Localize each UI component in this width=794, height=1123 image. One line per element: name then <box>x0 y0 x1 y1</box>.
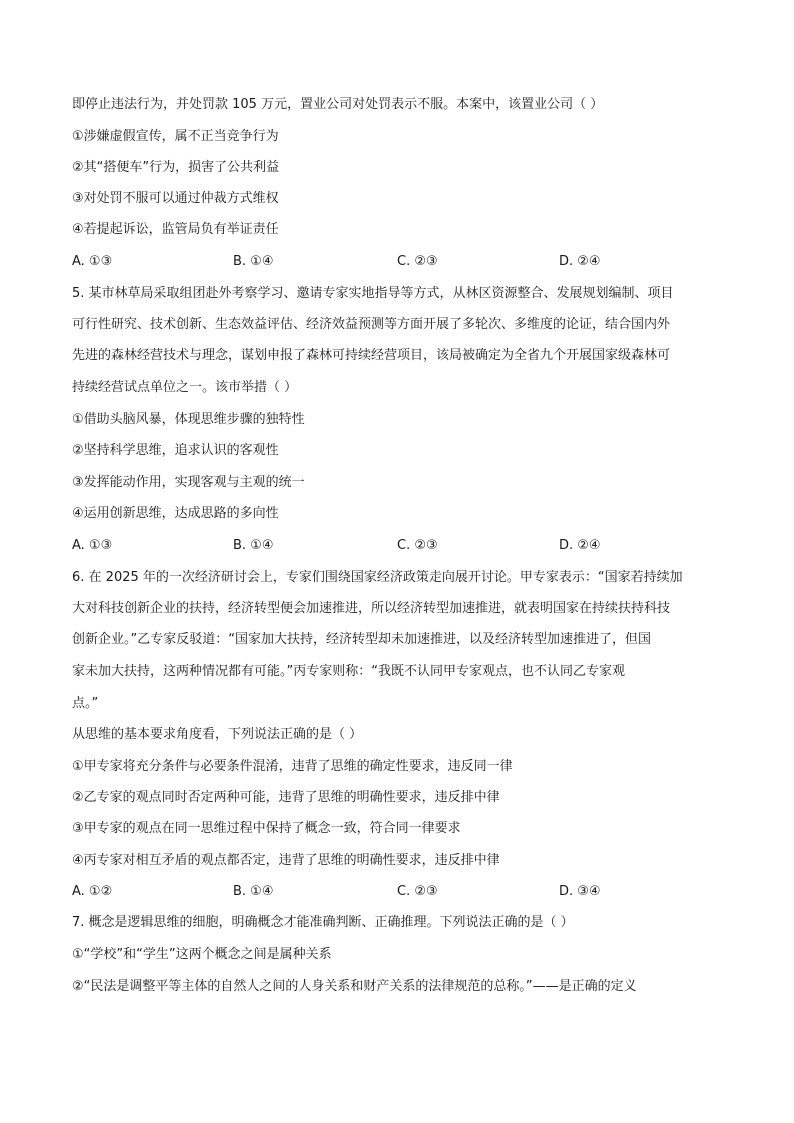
q5-stem-line-1: 5. 某市林草局采取组团赴外考察学习、邀请专家实地指导等方式，从林区资源整合、发展规划编制、项目 <box>72 286 674 301</box>
q5-statement-3: ③发挥能动作用，实现客观与主观的统一 <box>72 475 305 490</box>
q4-option-b[interactable]: B. ①④ <box>233 254 274 269</box>
q5-statement-1: ①借助头脑风暴，体现思维步骤的独特性 <box>72 412 305 427</box>
q5-option-a[interactable]: A. ①③ <box>72 538 113 553</box>
q4-option-a[interactable]: A. ①③ <box>72 254 113 269</box>
q4-statement-4: ④若提起诉讼，监管局负有举证责任 <box>72 222 279 237</box>
q6-stem-line-4: 家未加大扶持，这两种情况都有可能。”丙专家则称：“我既不认同甲专家观点，也不认同乙专家观 <box>72 664 625 679</box>
q4-stem-continuation: 即停止违法行为，并处罚款 105 万元，置业公司对处罚表示不服。本案中，该置业公司（ ） <box>72 97 604 112</box>
q6-question: 从思维的基本要求角度看，下列说法正确的是（ ） <box>72 727 363 742</box>
q5-stem-line-2: 可行性研究、技术创新、生态效益评估、经济效益预测等方面开展了多轮次、多维度的论证，结合国内外 <box>72 317 671 332</box>
q7-statement-1: ①“学校”和“学生”这两个概念之间是属种关系 <box>72 947 332 962</box>
q6-stem-line-3: 创新企业。”乙专家反驳道：“国家加大扶持，经济转型却未加速推进，以及经济转型加速推进了，但国 <box>72 632 651 647</box>
q4-option-d[interactable]: D. ②④ <box>559 254 601 269</box>
q7-stem: 7. 概念是逻辑思维的细胞，明确概念才能准确判断、正确推理。下列说法正确的是（ ） <box>72 915 574 930</box>
q5-stem-line-4: 持续经营试点单位之一。该市举措（ ） <box>72 380 298 395</box>
q6-option-a[interactable]: A. ①② <box>72 884 113 899</box>
q6-option-c[interactable]: C. ②③ <box>397 884 438 899</box>
q6-statement-1: ①甲专家将充分条件与必要条件混淆，违背了思维的确定性要求，违反同一律 <box>72 759 513 774</box>
q5-option-d[interactable]: D. ②④ <box>559 538 601 553</box>
q4-statement-2: ②其“搭便车”行为，损害了公共利益 <box>72 160 280 175</box>
q6-option-b[interactable]: B. ①④ <box>233 884 274 899</box>
q5-options <box>72 536 732 556</box>
q6-statement-4: ④丙专家对相互矛盾的观点都否定，违背了思维的明确性要求，违反排中律 <box>72 853 500 868</box>
q5-statement-2: ②坚持科学思维，追求认识的客观性 <box>72 443 279 458</box>
q4-option-c[interactable]: C. ②③ <box>397 254 438 269</box>
q4-statement-3: ③对处罚不服可以通过仲裁方式维权 <box>72 191 279 206</box>
q6-stem-line-2: 大对科技创新企业的扶持，经济转型便会加速推进，所以经济转型加速推进，就表明国家在持续扶持科技 <box>72 601 671 616</box>
q6-option-d[interactable]: D. ③④ <box>559 884 601 899</box>
q5-stem-line-3: 先进的森林经营技术与理念，谋划申报了森林可持续经营项目，该局被确定为全省九个开展国家级森林可 <box>72 348 671 363</box>
q6-stem-line-1: 6. 在 2025 年的一次经济研讨会上，专家们围绕国家经济政策走向展开讨论。甲专家表示：“国家若持续加 <box>72 570 683 585</box>
q7-statement-2: ②“民法是调整平等主体的自然人之间的人身关系和财产关系的法律规范的总称。”——是正确的定义 <box>72 979 637 994</box>
q5-statement-4: ④运用创新思维，达成思路的多向性 <box>72 506 279 521</box>
q4-statement-1: ①涉嫌虚假宣传，属不正当竞争行为 <box>72 129 279 144</box>
q6-statement-2: ②乙专家的观点同时否定两种可能，违背了思维的明确性要求，违反排中律 <box>72 790 500 805</box>
q6-options <box>72 882 732 902</box>
q6-stem-line-5: 点。” <box>72 696 99 711</box>
q4-options <box>72 252 732 272</box>
q5-option-c[interactable]: C. ②③ <box>397 538 438 553</box>
q6-statement-3: ③甲专家的观点在同一思维过程中保持了概念一致，符合同一律要求 <box>72 821 461 836</box>
q5-option-b[interactable]: B. ①④ <box>233 538 274 553</box>
